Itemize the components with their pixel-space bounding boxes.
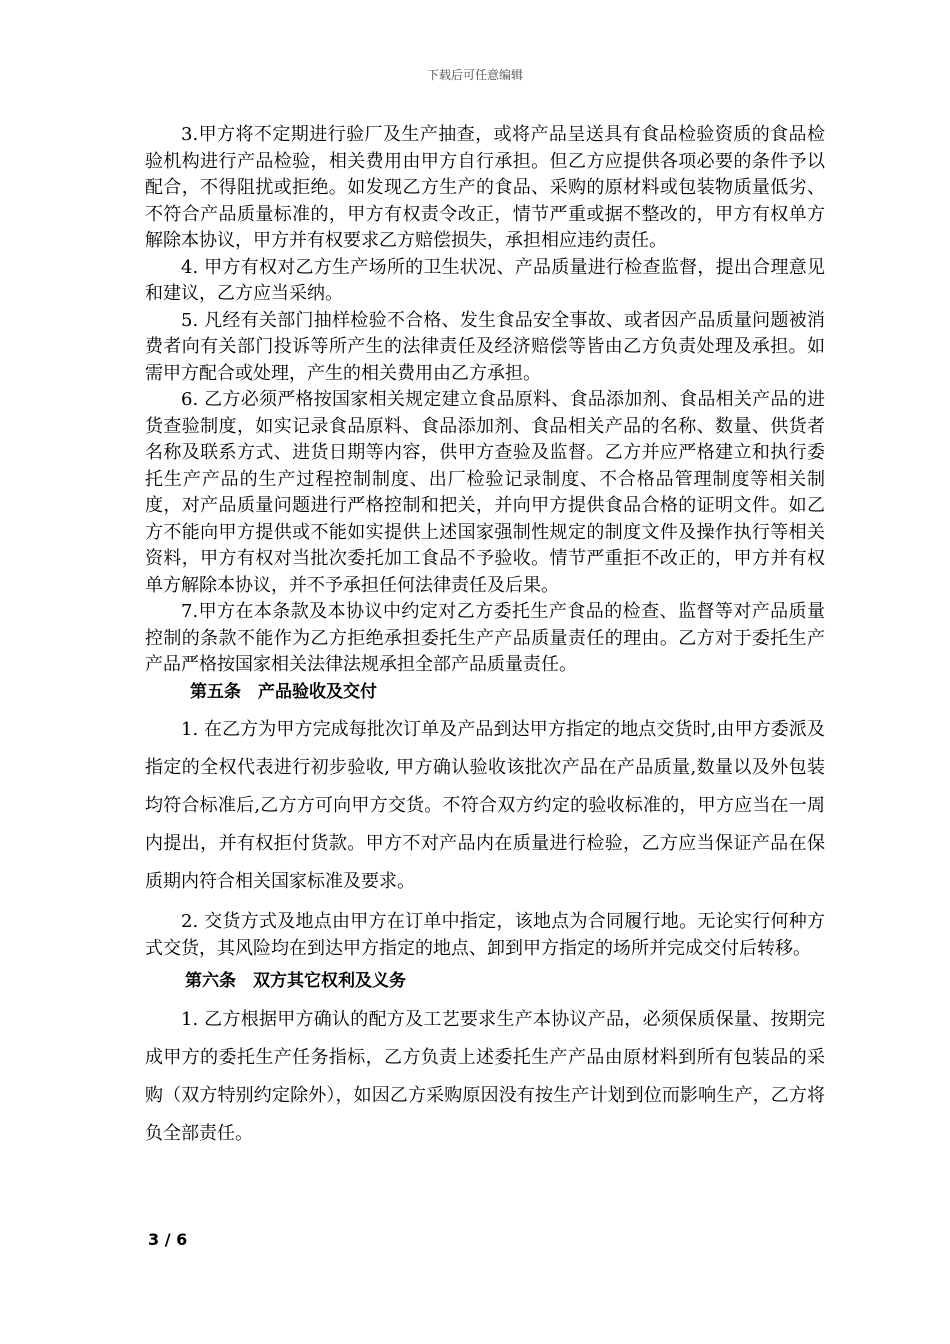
page-header: 下载后可任意编辑 (426, 68, 523, 82)
clause-4-item-6: 6. 乙方必须严格按国家相关规定建立食品原料、食品添加剂、食品相关产品的进货查验制度，如实记录食品原料、食品添加剂、食品相关产品的名称、数量、供货者名称及联系方式、进货日期等内容，供甲方查验及监督。乙方并应严格建立和执行委托生产产品的生产过程控制制度、出厂检验记录制度、不合格品管理制度等相关制度，对产品质量问题进行严格控制和把关，并向甲方提供食品合格的证明文件。如乙方不能向甲方提供或不能如实提供上述国家强制性规定的制度文件及操作执行等相关资料，甲方有权对当批次委托加工食品不予验收。情节严重拒不改正的，甲方并有权单方解除本协议，并不予承担任何法律责任及后果。 (145, 389, 825, 596)
section-5-item-1: 1. 在乙方为甲方完成每批次订单及产品到达甲方指定的地点交货时,由甲方委派及指定的全权代表进行初步验收, 甲方确认验收该批次产品在产品质量,数量以及外包装均符合标准后,乙方方可向甲方交货。不符合双方约定的验收标准的，甲方应当在一周内提出，并有权拒付货款。甲方不对产品内在质量进行检验，乙方应当保证产品在保质期内符合相关国家标准及要求。 (145, 719, 825, 892)
document-body (145, 122, 825, 1153)
section-6-item-1: 1. 乙方根据甲方确认的配方及工艺要求生产本协议产品，必须保质保量、按期完成甲方的委托生产任务指标，乙方负责上述委托生产产品由原材料到所有包装品的采购（双方特别约定除外），如因乙方采购原因没有按生产计划到位而影响生产，乙方将负全部责任。 (145, 1008, 825, 1144)
clause-4-item-3: 3.甲方将不定期进行验厂及生产抽查，或将产品呈送具有食品检验资质的食品检验机构进行产品检验，相关费用由甲方自行承担。但乙方应提供各项必要的条件予以配合，不得阻扰或拒绝。如发现乙方生产的食品、采购的原材料或包装物质量低劣、不符合产品质量标准的，甲方有权责令改正，情节严重或据不整改的，甲方有权单方解除本协议，甲方并有权要求乙方赔偿损失，承担相应违约责任。 (145, 124, 825, 251)
section-6-heading: 第六条 双方其它权利及义务 (185, 971, 406, 991)
section-5-heading: 第五条 产品验收及交付 (190, 681, 377, 702)
page-number: 3 / 6 (148, 1230, 188, 1249)
clause-4-item-4: 4. 甲方有权对乙方生产场所的卫生状况、产品质量进行检查监督，提出合理意见和建议，乙方应当采纳。 (145, 256, 825, 304)
clause-4-item-5: 5. 凡经有关部门抽样检验不合格、发生食品安全事故、或者因产品质量问题被消费者向有关部门投诉等所产生的法律责任及经济赔偿等皆由乙方负责处理及承担。如需甲方配合或处理，产生的相关费用由乙方承担。 (145, 309, 825, 384)
section-5-item-2: 2. 交货方式及地点由甲方在订单中指定，该地点为合同履行地。无论实行何种方式交货，其风险均在到达甲方指定的地点、卸到甲方指定的场所并完成交付后转移。 (145, 911, 825, 959)
clause-4-item-7: 7.甲方在本条款及本协议中约定对乙方委托生产食品的检查、监督等对产品质量控制的条款不能作为乙方拒绝承担委托生产产品质量责任的理由。乙方对于委托生产产品严格按国家相关法律法规承担全部产品质量责任。 (145, 601, 825, 675)
